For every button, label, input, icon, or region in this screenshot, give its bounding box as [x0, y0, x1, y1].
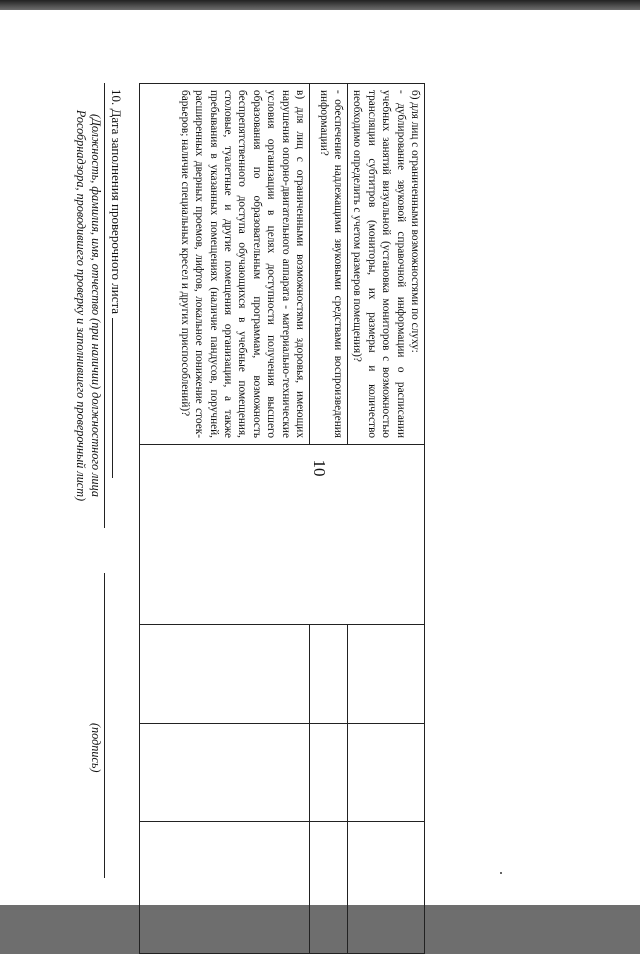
question-text: - обеспечение надлежащими звуковыми средствами воспроизведения информации?: [317, 90, 344, 438]
rotated-content: [70, 83, 425, 888]
answer-cell: [347, 822, 424, 954]
fill-date-label: 10. Дата заполнения проверочного листа: [109, 89, 124, 315]
table-row: [347, 84, 424, 954]
question-cell: [347, 84, 424, 445]
answer-cell: [347, 625, 424, 724]
question-heading: б) для лиц с ограниченными возможностями по слуху:: [409, 90, 421, 353]
page-number-text: 10: [310, 459, 329, 477]
answer-cell: [139, 724, 309, 822]
question-text: в) для лиц с ограниченными возможностями здоровья, имеющих нарушения опорно-двигательного аппарата - материально-технические условия организации в целях доступности получения высшего образования по образовательным программам, возможность беспрепятственного доступа обучающихся в учебные помещения, столовые, туалетные и другие помещения организации, а также пребывания в указанных помещениях (наличие пандусов, поручней, расширенных дверных проемов, лифтов, локальное понижение стоек-барьеров; наличие специальных кресел и других приспособлений)?: [178, 90, 306, 438]
scan-edge-shadow: [0, 0, 640, 10]
official-caption: (Должность, фамилия, имя, отчество (при наличии) должностного лица Рособрнадзора, проводившего проверку и заполнившего проверочный лист): [74, 109, 103, 502]
official-name-rule: [104, 83, 105, 528]
answer-cell: [139, 822, 309, 954]
fill-date-line: [108, 89, 125, 894]
answer-cell: [309, 724, 347, 822]
empty-cell: [139, 445, 424, 625]
answer-cell: [309, 625, 347, 724]
question-cell: [309, 84, 347, 445]
answer-cell: [139, 625, 309, 724]
checklist-table: [139, 83, 425, 954]
answer-cell: [309, 822, 347, 954]
fill-date-blank: [112, 318, 125, 478]
signature-caption: (подпись): [89, 723, 103, 773]
answer-cell: [347, 724, 424, 822]
signature-rule: [104, 573, 105, 878]
question-cell: [139, 84, 309, 445]
question-text: - дублирование звуковой справочной информации о расписании учебных занятий визуальной (установка мониторов с возможностью трансляции субтитров (мониторы, их размеры и количество необходимо определить с учетом размеров помещения)?: [351, 90, 407, 438]
scan-speck: [500, 872, 502, 874]
